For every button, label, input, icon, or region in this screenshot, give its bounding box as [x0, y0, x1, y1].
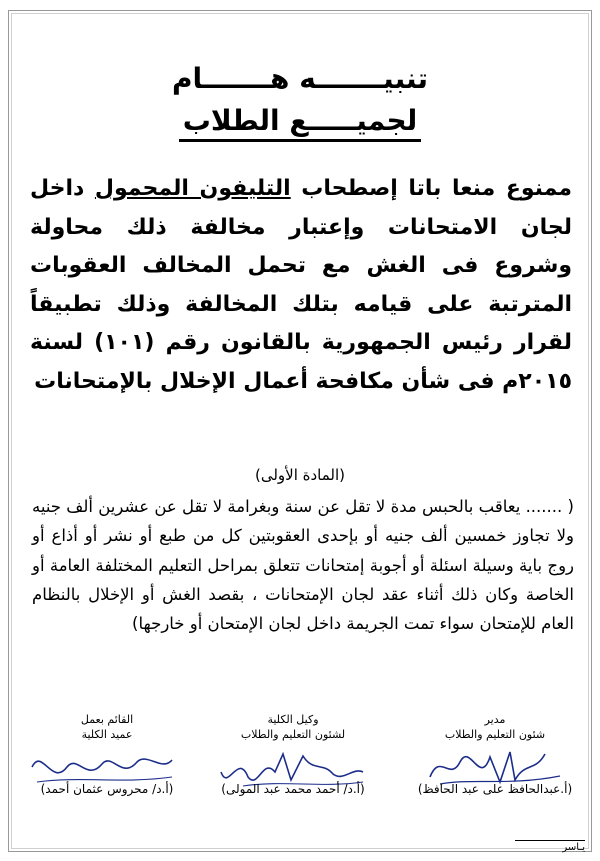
- footer-typist: يـاسر: [515, 840, 585, 853]
- signature-block-dean: [22, 712, 192, 796]
- dean-name: (أ.د/ محروس عثمان أحمد): [40, 782, 174, 796]
- director-title: مدير: [484, 713, 506, 726]
- vice-dean-dept: لشئون التعليم والطلاب: [240, 728, 346, 741]
- vice-dean-title: وكيل الكلية: [267, 713, 319, 726]
- notice-subheading: [0, 104, 600, 137]
- article-text: ( ....... يعاقب بالحبس مدة لا تقل عن سنة وبغرامة لا تقل عن عشرين ألف جنيه ولا تجاوز خمسين ألف جنيه أو بإحدى العقوبتين كل من طبع أو نشر أو أذاع أو روج باية وسيلة اسئلة أو أجوبة إمتحانات تتعلق بمراحل التعليم المختلفة العامة أو الخاصة وكان ذلك أثناء عقد لجان الإمتحانات ، بقصد الغش أو الإخلال بالنظام العام للإمتحان سواء تمت الجريمة داخل لجان الإمتحان أو خارجها): [32, 497, 574, 634]
- dean-title: القائم بعمل: [80, 713, 134, 726]
- vice-dean-name: (أ.د/ أحمد محمد عبد المولى): [221, 782, 365, 796]
- notice-part1: ممنوع منعا باتا إصطحاب: [290, 176, 573, 201]
- dean-dept: عميد الكلية: [81, 728, 133, 741]
- director-dept: شئون التعليم والطلاب: [444, 728, 546, 741]
- director-name: (أ.عبدالحافظ على عبد الحافظ): [417, 782, 573, 796]
- notice-phone-underlined: التليفون المحمول: [94, 176, 291, 201]
- notice-body: [30, 170, 572, 401]
- signature-block-director: [410, 712, 580, 796]
- article-title: (المادة الأولى): [254, 466, 346, 484]
- notice-heading: تنبيـــــــه هـــــــام: [172, 62, 428, 95]
- signature-block-vice-dean: [208, 712, 378, 796]
- notice-part2: داخل لجان الامتحانات وإعتبار مخالفة ذلك محاولة وشروع فى الغش مع تحمل المخالف العقوبات المترتبة على قيامه بتلك المخالفة وذلك تطبيقاً لقرار رئيس الجمهورية بالقانون رقم (١٠١) لسنة ٢٠١٥م فى شأن مكافحة أعمال الإخلال بالإمتحانات: [30, 176, 572, 394]
- subheading-text: لجميـــــع الطلاب: [179, 104, 421, 142]
